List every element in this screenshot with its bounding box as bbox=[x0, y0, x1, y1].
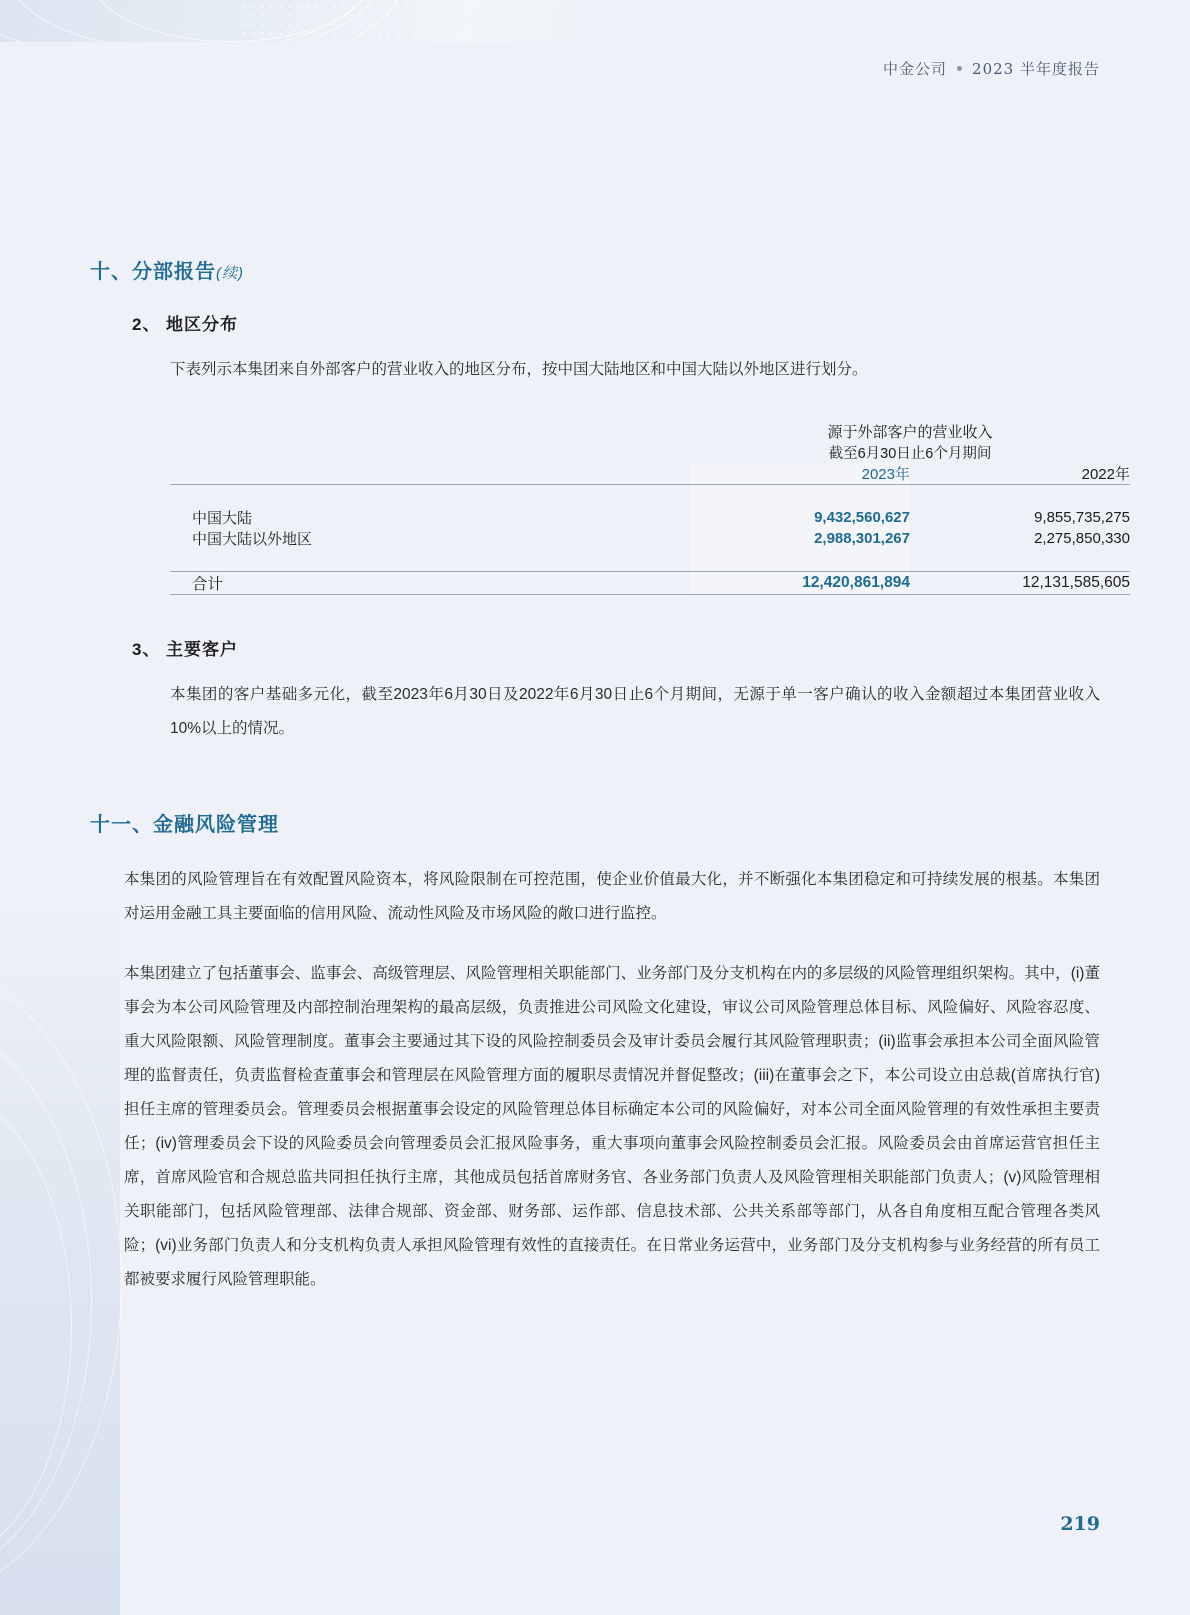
row-value-2023-outside-mainland: 2,988,301,267 bbox=[690, 528, 910, 549]
page-number: 219 bbox=[1060, 1513, 1100, 1535]
paragraph-major-customers: 本集团的客户基础多元化，截至2023年6月30日及2022年6月30日止6个月期间，无源于单一客户确认的收入金额超过本集团营业收入10%以上的情况。 bbox=[170, 686, 1100, 737]
header-report: 2023 半年度报告 bbox=[972, 60, 1100, 78]
table-spacer-row-top bbox=[170, 485, 1130, 508]
subsection-number: 3、 bbox=[132, 640, 161, 659]
paragraph-geographic-intro: 下表列示本集团来自外部客户的营业收入的地区分布，按中国大陆地区和中国大陆以外地区进行划分。 bbox=[170, 361, 868, 378]
paragraph-risk-1: 本集团的风险管理旨在有效配置风险资本，将风险限制在可控范围，使企业价值最大化，并不断强化本集团稳定和可持续发展的根基。本集团对运用金融工具主要面临的信用风险、流动性风险及市场风险的敞口进行监控。 bbox=[124, 871, 1100, 922]
section-title-risk: 金融风险管理 bbox=[153, 814, 279, 836]
revenue-by-region-table bbox=[170, 421, 1130, 595]
subsection-number: 2、 bbox=[132, 315, 161, 334]
section-title: 分部报告 bbox=[132, 261, 216, 283]
table-total-row bbox=[170, 572, 1130, 595]
table-title-line1: 源于外部客户的营业收入 bbox=[827, 424, 993, 441]
table-header-title-row bbox=[170, 421, 1130, 442]
section-number-risk: 十一、 bbox=[90, 814, 153, 836]
dot-separator-icon bbox=[957, 66, 962, 71]
table-row bbox=[170, 528, 1130, 549]
row-label-mainland: 中国大陆 bbox=[192, 510, 253, 527]
section-heading-financial-risk-management bbox=[90, 808, 1100, 837]
row-label-outside-mainland: 中国大陆以外地区 bbox=[192, 531, 313, 548]
row-value-2022-mainland: 9,855,735,275 bbox=[1034, 509, 1130, 526]
table-header-subtitle-row bbox=[170, 442, 1130, 463]
table-year-header-row bbox=[170, 463, 1130, 485]
table-title-line2: 截至6月30日止6个月期间 bbox=[828, 446, 992, 462]
section-continued-marker: (续) bbox=[216, 265, 244, 282]
row-value-2023-mainland: 9,432,560,627 bbox=[690, 507, 910, 528]
row-value-2022-outside-mainland: 2,275,850,330 bbox=[1034, 530, 1130, 547]
row-label-total: 合计 bbox=[170, 572, 690, 595]
table-row bbox=[170, 507, 1130, 528]
page-header bbox=[883, 58, 1100, 79]
revenue-by-region-table-wrap bbox=[90, 421, 1130, 595]
page-content bbox=[90, 255, 1130, 1301]
table-year-blank-cell bbox=[170, 463, 690, 485]
row-value-2023-total: 12,420,861,894 bbox=[690, 572, 910, 595]
row-value-2022-total: 12,131,585,605 bbox=[910, 572, 1130, 595]
table-header-spacer-2 bbox=[170, 442, 690, 463]
paragraph-risk-2: 本集团建立了包括董事会、监事会、高级管理层、风险管理相关职能部门、业务部门及分支机构在内的多层级的风险管理组织架构。其中，(i)董事会为本公司风险管理及内部控制治理架构的最高层级，负责推进公司风险文化建设，审议公司风险管理总体目标、风险偏好、风险容忍度、重大风险限额、风险管理制度。董事会主要通过其下设的风险控制委员会及审计委员会履行其风险管理职责；(ii)监事会承担本公司全面风险管理的监督责任，负责监督检查董事会和管理层在风险管理方面的履职尽责情况并督促整改；(iii)在董事会之下，本公司设立由总裁(首席执行官)担任主席的管理委员会。管理委员会根据董事会设定的风险管理总体目标确定本公司的风险偏好，对本公司全面风险管理的有效性承担主要责任；(iv)管理委员会下设的风险委员会向管理委员会汇报风险事务，重大事项向董事会风险控制委员会汇报。风险委员会由首席运营官担任主席，首席风险官和合规总监共同担任执行主席，其他成员包括首席财务官、各业务部门负责人及风险管理相关职能部门负责人；(v)风险管理相关职能部门，包括风险管理部、法律合规部、资金部、财务部、运作部、信息技术部、公共关系部等部门，从各自角度相互配合管理各类风险；(vi)业务部门负责人和分支机构负责人承担风险管理有效性的直接责任。在日常业务运营中，业务部门及分支机构参与业务经营的所有员工都被要求履行风险管理职能。 bbox=[124, 965, 1100, 1288]
subsection-title: 主要客户 bbox=[166, 640, 238, 659]
table-header-spacer bbox=[170, 421, 690, 442]
table-column-header-2023: 2023年 bbox=[690, 463, 910, 485]
table-column-header-2022: 2022年 bbox=[910, 463, 1130, 485]
subsection-heading-geographic bbox=[90, 310, 1100, 335]
section-number: 十、 bbox=[90, 261, 132, 283]
subsection-title: 地区分布 bbox=[166, 315, 238, 334]
header-company: 中金公司 bbox=[883, 60, 948, 78]
section-heading-segment-report bbox=[90, 255, 1100, 284]
table-spacer-row-bottom bbox=[170, 549, 1130, 572]
subsection-heading-major-customers bbox=[90, 635, 1100, 660]
